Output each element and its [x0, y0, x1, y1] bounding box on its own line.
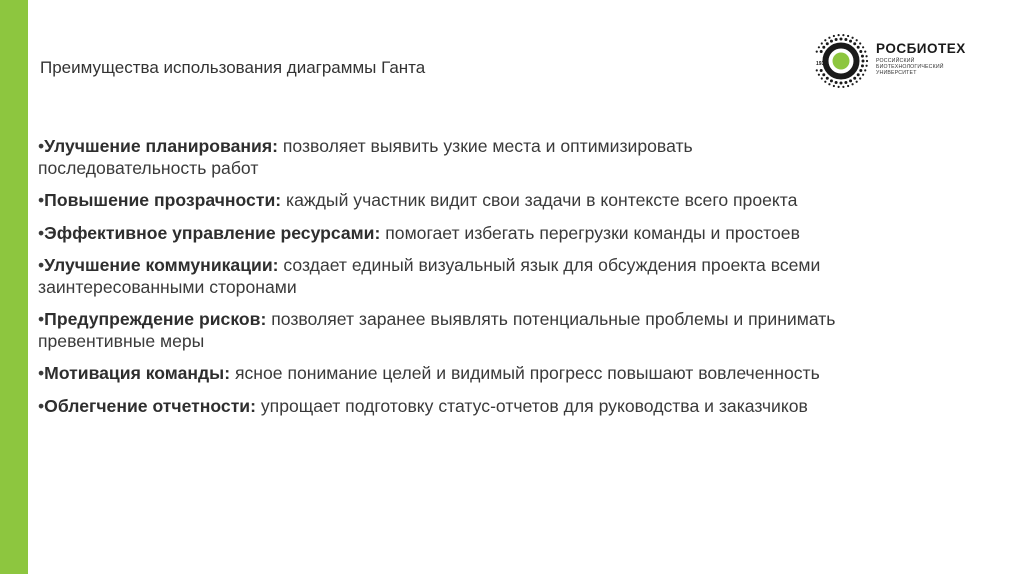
bullet-text: помогает избегать перегрузки команды и простоев — [380, 222, 800, 243]
list-item — [38, 136, 858, 179]
slide-title: Преимущества использования диаграммы Ганта — [40, 58, 426, 77]
logo-dot — [828, 37, 830, 39]
logo-dot — [853, 77, 856, 80]
logo-dot — [833, 35, 835, 37]
logo-dot — [853, 42, 856, 45]
bullet-marker: • — [38, 395, 45, 416]
logo-dot — [828, 83, 830, 85]
bullet-text: позволяет выявить узкие места и оптимизировать последовательность работ — [38, 136, 693, 178]
logo-dot — [833, 85, 835, 87]
logo-dot — [842, 86, 844, 88]
logo-text — [876, 41, 966, 77]
logo-dot — [864, 69, 866, 71]
bullet-heading: Мотивация команды: — [44, 363, 231, 383]
university-logo — [812, 32, 992, 90]
list-item — [38, 255, 858, 298]
logo-subtitle-line: УНИВЕРСИТЕТ — [876, 70, 917, 77]
logo-subtitle-line: БИОТЕХНОЛОГИЧЕСКИЙ — [876, 64, 944, 71]
logo-dot — [862, 60, 865, 63]
logo-dot — [842, 34, 844, 36]
logo-dot — [821, 42, 823, 44]
advantages-list — [38, 136, 858, 428]
logo-dot — [830, 40, 833, 43]
logo-dot — [847, 35, 849, 37]
logo-dot — [847, 85, 849, 87]
logo-dot — [835, 38, 838, 41]
logo-dot — [862, 74, 864, 76]
logo-year: 1930 — [816, 61, 828, 67]
logo-dot — [826, 77, 829, 80]
accent-bar — [0, 0, 28, 574]
logo-dot — [865, 55, 867, 57]
logo-dot — [838, 34, 840, 36]
bullet-text: ясное понимание целей и видимый прогресс повышают вовлеченность — [230, 363, 820, 383]
list-item — [38, 396, 858, 418]
bullet-text: создает единый визуальный язык для обсуждения проекта всеми заинтересованными сторонами — [38, 255, 821, 297]
logo-dot — [840, 38, 843, 41]
bullet-heading: Облегчение отчетности: — [44, 395, 256, 416]
logo-dot — [857, 73, 860, 76]
logo-dot — [851, 83, 853, 85]
logo-dot — [835, 81, 838, 84]
logo-dot — [838, 86, 840, 88]
bullet-marker: • — [38, 136, 45, 156]
logo-dot — [851, 37, 853, 39]
bullet-text: позволяет заранее выявлять потенциальные проблемы и принимать превентивные меры — [38, 309, 836, 351]
logo-dot — [857, 46, 860, 49]
logo-subtitle-line: РОССИЙСКИЙ — [876, 58, 915, 64]
logo-dot — [822, 73, 825, 76]
bullet-text: упрощает подготовку статус-отчетов для руководства и заказчиков — [255, 395, 808, 416]
logo-dot — [830, 79, 833, 82]
logo-dot — [844, 81, 847, 84]
logo-dot — [816, 69, 818, 71]
bullet-marker: • — [38, 222, 45, 243]
logo-dot — [864, 51, 866, 53]
logo-name: РОСБИОТЕХ — [876, 41, 966, 56]
logo-dot — [849, 40, 852, 43]
logo-dot — [818, 46, 820, 48]
list-item — [38, 223, 858, 245]
logo-dot — [824, 39, 826, 41]
logo-dot — [866, 60, 868, 62]
logo-dot — [824, 81, 826, 83]
list-item — [38, 190, 858, 212]
bullet-marker: • — [38, 190, 45, 210]
logo-mark-icon — [812, 32, 870, 90]
bullet-heading: Предупреждение рисков: — [44, 309, 267, 329]
logo-dot — [844, 38, 847, 41]
bullet-marker: • — [38, 363, 45, 383]
bullet-marker: • — [38, 255, 45, 275]
bullet-heading: Улучшение коммуникации: — [44, 255, 279, 275]
bullet-heading: Эффективное управление ресурсами: — [44, 222, 381, 243]
bullet-text: каждый участник видит свои задачи в контексте всего проекта — [281, 190, 798, 210]
list-item — [38, 309, 858, 352]
logo-dot — [859, 42, 861, 44]
bullet-marker: • — [38, 309, 45, 329]
logo-dot — [826, 42, 829, 45]
logo-dot — [820, 69, 823, 72]
logo-dot — [865, 65, 867, 67]
logo-dot — [859, 77, 861, 79]
logo-dot — [822, 46, 825, 49]
logo-dot — [859, 50, 862, 53]
logo-dot — [816, 51, 818, 53]
logo-dot — [821, 77, 823, 79]
logo-dot — [859, 69, 862, 72]
logo-dot — [861, 55, 864, 58]
logo-dot — [840, 82, 843, 85]
list-item — [38, 363, 858, 385]
logo-dot — [849, 79, 852, 82]
logo-dot — [856, 39, 858, 41]
bullet-heading: Улучшение планирования: — [44, 136, 278, 156]
bullet-heading: Повышение прозрачности: — [44, 190, 282, 210]
logo-dot — [861, 64, 864, 67]
logo-subtitle — [876, 58, 966, 77]
logo-dot — [818, 74, 820, 76]
logo-dot — [820, 50, 823, 53]
logo-dot — [856, 81, 858, 83]
logo-dot — [862, 46, 864, 48]
